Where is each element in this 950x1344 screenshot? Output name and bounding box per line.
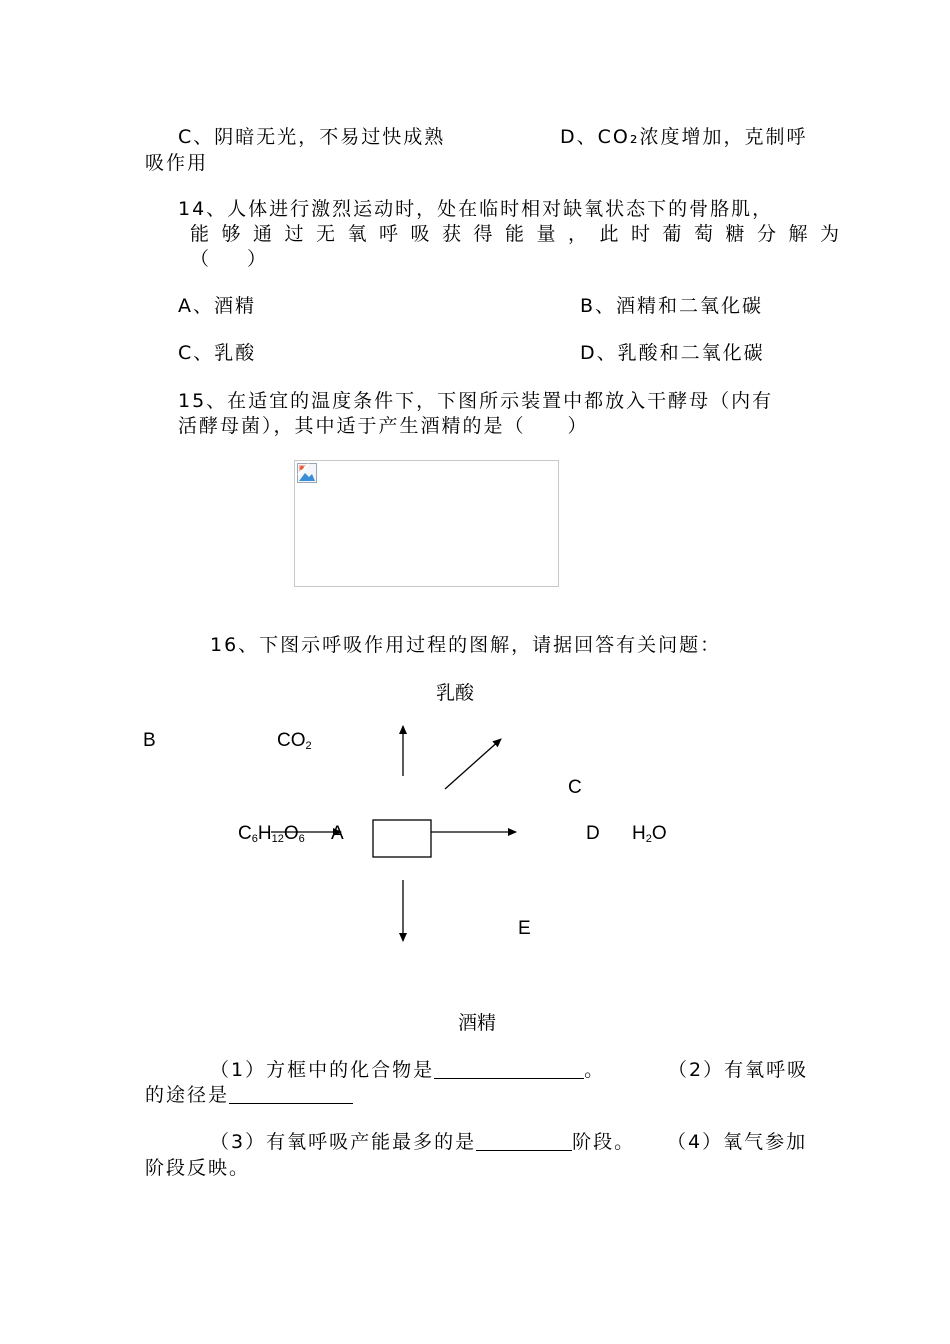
q14-stem-line3: （ ） bbox=[190, 248, 267, 270]
label-co2: $CO_2$ bbox=[277, 730, 312, 752]
q13-option-d: D、CO₂浓度增加，克制呼 bbox=[560, 126, 808, 148]
label-lactic-acid: 乳酸 bbox=[436, 682, 475, 704]
label-glucose: $C_6H_{12}O_6$ bbox=[238, 823, 305, 845]
answer-blank-1[interactable] bbox=[434, 1058, 584, 1079]
label-water: $H_2O$ bbox=[632, 823, 667, 845]
q14-stem-line2: 能够通过无氧呼吸获得能量，此时葡萄糖分解为 bbox=[190, 223, 852, 245]
q14-stem-line1: 14、人体进行激烈运动时，处在临时相对缺氧状态下的骨胳肌， bbox=[178, 198, 774, 220]
q16-part1: （1）方框中的化合物是 。 bbox=[210, 1059, 606, 1081]
label-a: A bbox=[331, 823, 344, 844]
q14-option-b: B、酒精和二氧化碳 bbox=[580, 295, 764, 317]
answer-blank-2[interactable] bbox=[229, 1083, 353, 1104]
q16-part4-a: （4）氧气参加 bbox=[667, 1131, 808, 1153]
arrow-diagonal-co2 bbox=[445, 739, 501, 789]
label-alcohol: 酒精 bbox=[458, 1012, 497, 1034]
compound-box bbox=[373, 820, 431, 857]
label-b: B bbox=[143, 730, 156, 751]
q14-option-c: C、乳酸 bbox=[178, 342, 257, 364]
label-c: C bbox=[568, 777, 582, 798]
q16-part4-b: 阶段反映。 bbox=[145, 1157, 251, 1179]
label-e: E bbox=[518, 918, 531, 939]
q13-option-d-cont: 吸作用 bbox=[145, 152, 209, 174]
q16-part2-b: 的途径是 bbox=[145, 1083, 353, 1107]
answer-blank-3[interactable] bbox=[476, 1130, 572, 1151]
q13-option-c: C、阴暗无光，不易过快成熟 bbox=[178, 126, 446, 148]
q16-part2-a: （2）有氧呼吸 bbox=[668, 1059, 809, 1081]
q14-option-a: A、酒精 bbox=[178, 295, 256, 317]
q15-stem-line2: 活酵母菌），其中适于产生酒精的是（ ） bbox=[178, 415, 589, 437]
q16-part3: （3）有氧呼吸产能最多的是 阶段。 bbox=[210, 1131, 636, 1153]
q16-title: 16、下图示呼吸作用过程的图解，请据回答有关问题： bbox=[210, 634, 722, 656]
q15-stem-line1: 15、在适宜的温度条件下，下图所示装置中都放入干酵母（内有 bbox=[178, 390, 774, 412]
label-d: D bbox=[586, 823, 600, 844]
q14-option-d: D、乳酸和二氧化碳 bbox=[580, 342, 765, 364]
